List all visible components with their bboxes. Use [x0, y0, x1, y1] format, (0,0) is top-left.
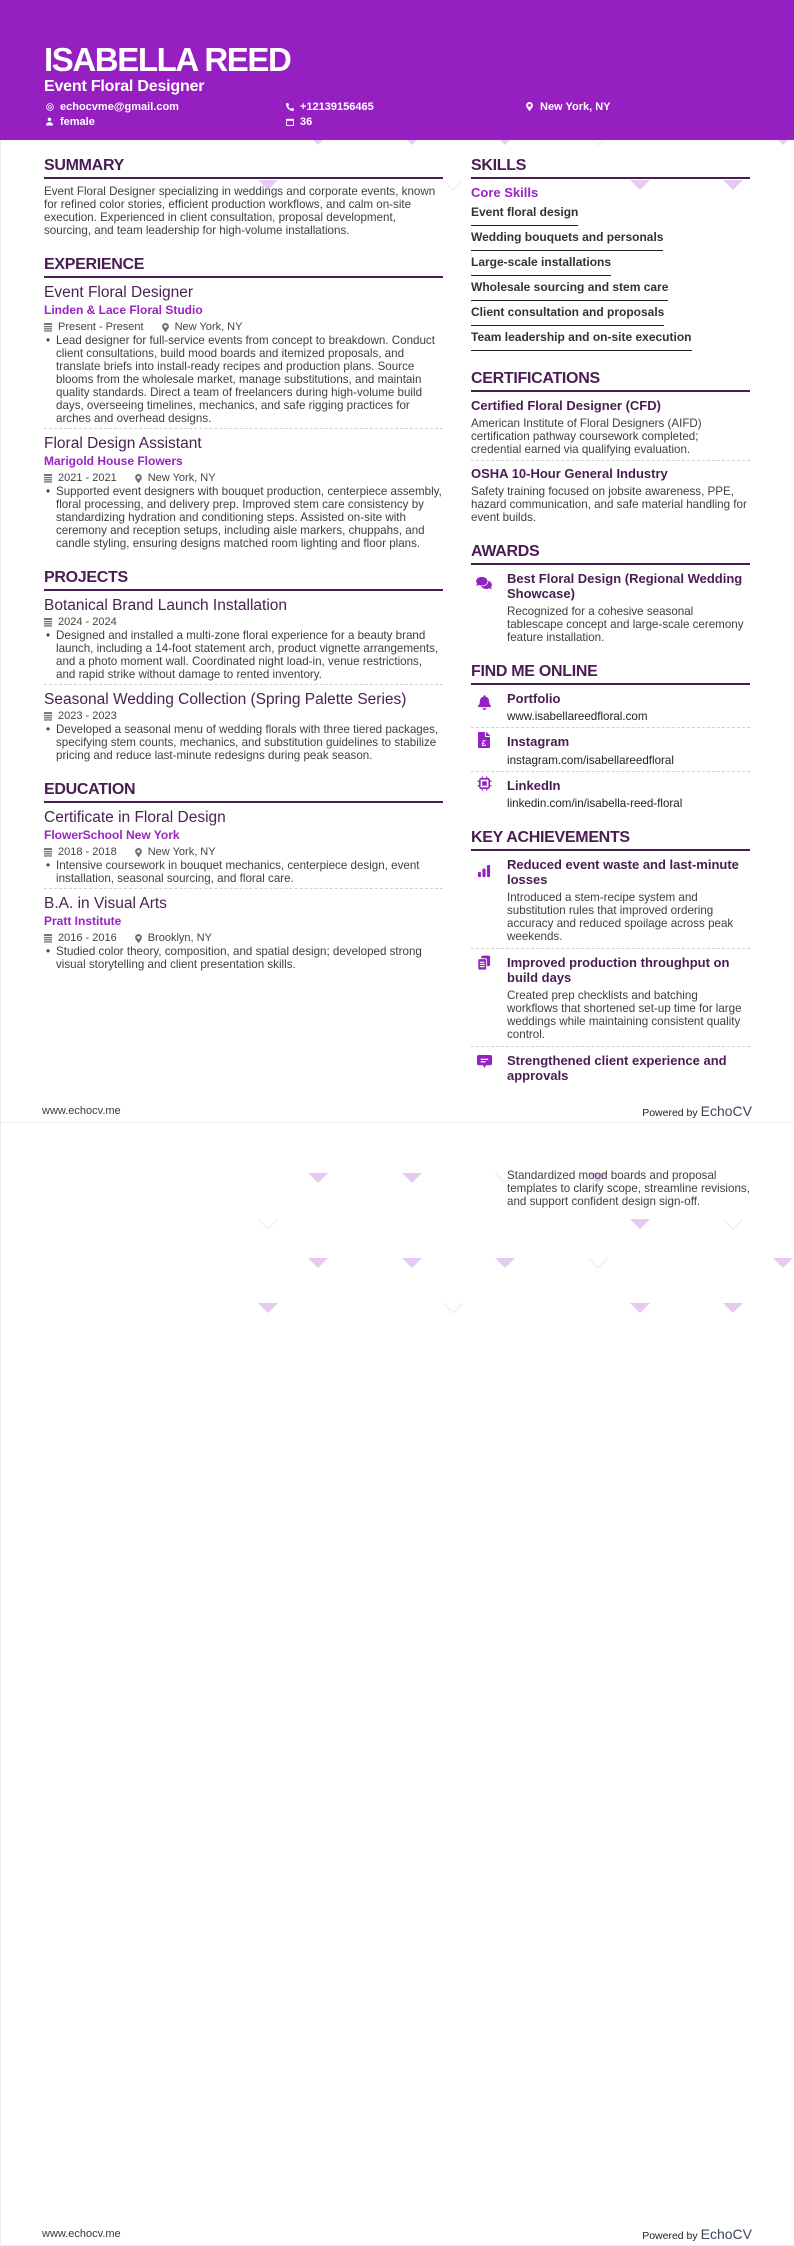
triangle-decoration	[773, 1258, 793, 1268]
location-text: New York, NY	[174, 321, 243, 333]
link-label: Instagram	[507, 734, 570, 749]
find-me-online-section	[471, 662, 750, 811]
contact-email[interactable]	[44, 99, 284, 114]
skill-item: Event floral design	[471, 205, 578, 226]
location-text: New York, NY	[147, 472, 216, 484]
experience-entry	[44, 284, 443, 425]
key-achievements-section	[471, 828, 750, 1083]
skill-item: Wedding bouquets and personals	[471, 230, 663, 251]
skill-item: Wholesale sourcing and stem care	[471, 280, 668, 301]
online-link-portfolio	[471, 691, 750, 724]
achievement-title: Reduced event waste and last-minute losses	[507, 857, 739, 887]
skills-section	[471, 156, 750, 351]
skill-item: Client consultation and proposals	[471, 305, 664, 326]
powered-by	[642, 2226, 752, 2242]
contact-gender	[44, 114, 284, 129]
clipboard-copy-icon	[476, 955, 492, 971]
entry-dates: 2021 - 2021	[58, 472, 117, 484]
project-title: Botanical Brand Launch Installation	[44, 597, 287, 614]
entry-dates: 2024 - 2024	[58, 616, 117, 628]
phone-value[interactable]: +12139156465	[300, 100, 374, 113]
resume-header	[0, 0, 794, 140]
contact-phone[interactable]	[284, 99, 524, 114]
school-name: Pratt Institute	[44, 914, 122, 928]
skills-group-label: Core Skills	[471, 185, 539, 200]
job-title: Event Floral Designer	[44, 284, 194, 301]
project-entry	[44, 597, 443, 681]
entry-location	[162, 320, 243, 334]
certification-entry	[471, 460, 750, 524]
triangle-decoration	[630, 1303, 650, 1313]
entry-dates: 2018 - 2018	[58, 846, 117, 858]
email-icon	[44, 99, 60, 114]
summary-section	[44, 156, 443, 237]
left-column	[44, 156, 443, 971]
experience-section	[44, 255, 443, 550]
brand-name[interactable]: EchoCV	[700, 2226, 752, 2242]
online-link-linkedin	[471, 771, 750, 811]
contact-info	[44, 99, 794, 129]
link-label: Portfolio	[507, 690, 561, 706]
entry-location	[135, 845, 216, 859]
phone-icon	[284, 99, 300, 114]
triangle-decoration	[630, 1219, 650, 1229]
file-invoice-icon	[476, 732, 492, 748]
projects-section	[44, 568, 443, 762]
skills-list	[471, 205, 750, 351]
entry-meta	[44, 471, 443, 485]
bell-icon	[476, 695, 492, 711]
degree-title: B.A. in Visual Arts	[44, 895, 167, 912]
link-label: LinkedIn	[507, 777, 561, 793]
portfolio-link[interactable]: www.isabellareedfloral.com	[507, 710, 648, 723]
entry-dates: 2023 - 2023	[58, 710, 117, 722]
achievement-title: Strengthened client experience and approvals	[507, 1053, 727, 1083]
entry-bullets	[44, 485, 443, 550]
summary-text: Event Floral Designer specializing in weddings and corporate events, known for refined color stories, efficient production workflows, and calm on-site execution. Experienced in client consultation, proposal development, sourcing, and team leadership for high-volume installations.	[44, 185, 436, 237]
certification-title: OSHA 10-Hour General Industry	[471, 465, 668, 481]
section-heading: AWARDS	[471, 542, 750, 565]
online-link-instagram	[471, 727, 750, 767]
entry-dates: Present - Present	[58, 321, 144, 333]
job-title: Floral Design Assistant	[44, 435, 202, 452]
location-pin-icon	[135, 934, 142, 943]
candidate-name: ISABELLA REED	[44, 41, 291, 78]
powered-by-label: Powered by	[642, 1107, 698, 1119]
degree-title: Certificate in Floral Design	[44, 809, 226, 826]
award-description: Recognized for a cohesive seasonal tablescape concept and large-scale ceremony feature installation.	[507, 604, 744, 644]
entry-dates: 2016 - 2016	[58, 932, 117, 944]
triangle-decoration	[308, 1173, 328, 1183]
achievement-description: Created prep checklists and batching workflows that shortened set-up time for large weddings while maintaining consistent quality control.	[507, 989, 742, 1041]
date-icon	[44, 712, 52, 721]
triangle-decoration	[723, 1303, 743, 1313]
page-footer	[42, 1102, 752, 1120]
entry-bullets	[44, 723, 443, 762]
triangle-outline-decoration	[588, 1258, 608, 1268]
entry-meta	[44, 320, 443, 334]
entry-bullets	[44, 334, 443, 425]
project-entry	[44, 684, 443, 762]
achievement-description: Standardized mood boards and proposal templates to clarify scope, streamline revisions, and support confident design sign-off.	[507, 1168, 750, 1208]
entry-bullets	[44, 945, 443, 971]
contact-location	[524, 99, 764, 114]
achievement-entry	[471, 1046, 750, 1083]
triangle-decoration	[495, 1258, 515, 1268]
date-icon	[44, 934, 52, 943]
age-value: 36	[300, 115, 313, 128]
brand-name[interactable]: EchoCV	[700, 1103, 752, 1119]
entry-meta	[44, 615, 443, 629]
powered-by-label: Powered by	[642, 2230, 698, 2242]
resume-page-2	[0, 1123, 794, 2246]
date-icon	[44, 618, 52, 627]
bullet-item: • Supported event designers with bouquet production, centerpiece assembly, floral processing, and delivery prep. Improved stem care consistency by standardizing hydration and conditioning steps. Assisted on-site with ceremony and reception setups, including aisle markers, chuppahs, and candle styling, ensuring designs matched room lighting and floor plans.	[44, 485, 443, 550]
school-name: FlowerSchool New York	[44, 828, 180, 842]
date-icon	[44, 323, 52, 332]
bullet-item: • Designed and installed a multi-zone floral experience for a beauty brand launch, including a 14-foot statement arch, product vignette arrangements, and a photo moment wall. Coordinated night load-in, venue restrictions, and rapid strike without damage to rented inventory.	[44, 629, 443, 681]
triangle-outline-decoration	[258, 1219, 278, 1229]
award-title: Best Floral Design (Regional Wedding Showcase)	[507, 570, 743, 601]
education-entry	[44, 809, 443, 885]
awards-section	[471, 542, 750, 644]
achievement-title: Improved production throughput on build days	[507, 955, 730, 985]
triangle-decoration	[402, 1173, 422, 1183]
certification-title: Certified Floral Designer (CFD)	[471, 397, 661, 413]
footer-site-link[interactable]: www.echocv.me	[42, 1105, 121, 1117]
triangle-outline-decoration	[723, 1219, 743, 1229]
certification-entry	[471, 398, 750, 456]
location-text: New York, NY	[147, 846, 216, 858]
comments-icon	[476, 575, 492, 591]
project-title: Seasonal Wedding Collection (Spring Palette Series)	[44, 691, 407, 708]
email-value[interactable]: echocvme@gmail.com	[60, 100, 179, 113]
location-pin-icon	[135, 474, 142, 483]
microchip-icon	[476, 776, 492, 792]
entry-meta	[44, 709, 443, 723]
triangle-decoration	[308, 1258, 328, 1268]
entry-location	[135, 471, 216, 485]
experience-entry	[44, 428, 443, 550]
candidate-title: Event Floral Designer	[44, 78, 205, 95]
footer-site-link[interactable]: www.echocv.me	[42, 2228, 121, 2240]
certification-description: Safety training focused on jobsite awareness, PPE, hazard communication, and safe material handling for event builds.	[471, 484, 747, 524]
section-heading: PROJECTS	[44, 568, 443, 591]
bullet-item: • Developed a seasonal menu of wedding florals with three tiered packages, specifying stem counts, mechanics, and substitution guidelines to stabilize pricing and reduce last-minute redesigns during peak season.	[44, 723, 443, 762]
calendar-icon	[284, 114, 300, 129]
entry-bullets	[44, 859, 443, 885]
section-heading: FIND ME ONLINE	[471, 662, 750, 685]
entry-meta	[44, 845, 443, 859]
instagram-link[interactable]: instagram.com/isabellareedfloral	[507, 753, 674, 767]
skill-item: Large-scale installations	[471, 255, 611, 276]
section-heading: SKILLS	[471, 156, 750, 179]
achievement-description: Introduced a stem-recipe system and substitution rules that improved ordering accuracy and reduced spoilage across peak weekends.	[507, 891, 734, 943]
linkedin-link[interactable]: linkedin.com/in/isabella-reed-floral	[507, 797, 683, 810]
section-heading: SUMMARY	[44, 156, 443, 179]
location-pin-icon	[135, 848, 142, 857]
bullet-item: • Intensive coursework in bouquet mechanics, centerpiece design, event installation, seasonal sourcing, and floral care.	[44, 859, 443, 885]
bullet-item: • Lead designer for full-service events from concept to breakdown. Conduct client consultations, build mood boards and itemized proposals, and translate briefs into install-ready recipes and production plans. Source blooms from the wholesale market, manage substitutions, and maintain quality standards. Direct a team of freelancers during high-volume build days, overseeing timelines, mechanics, and safe rigging practices for arches and overhead designs.	[44, 334, 443, 425]
achievement-entry	[471, 857, 750, 943]
location-pin-icon	[524, 99, 540, 114]
signal-bars-icon	[476, 863, 492, 879]
certifications-section	[471, 369, 750, 524]
location-value: New York, NY	[540, 100, 611, 113]
company-name: Marigold House Flowers	[44, 454, 183, 468]
svg-text:£: £	[481, 739, 487, 748]
award-entry	[471, 571, 750, 644]
triangle-outline-decoration	[443, 1303, 463, 1313]
entry-location	[135, 931, 212, 945]
section-heading: KEY ACHIEVEMENTS	[471, 828, 750, 851]
triangle-outline-decoration	[443, 180, 463, 190]
date-icon	[44, 848, 52, 857]
achievement-description-continued	[507, 1169, 750, 1208]
section-heading: EDUCATION	[44, 780, 443, 803]
page-footer	[42, 2225, 752, 2243]
triangle-decoration	[402, 1258, 422, 1268]
certification-description: American Institute of Floral Designers (AIFD) certification pathway coursework completed; credential earned via qualifying evaluation.	[471, 416, 702, 456]
company-name: Linden & Lace Floral Studio	[44, 303, 203, 317]
achievement-entry	[471, 948, 750, 1041]
contact-age	[284, 114, 524, 129]
user-icon	[44, 114, 60, 129]
education-entry	[44, 888, 443, 971]
bullet-item: • Studied color theory, composition, and spatial design; developed strong visual storytelling and client presentation skills.	[44, 945, 443, 971]
date-icon	[44, 474, 52, 483]
right-column	[471, 156, 750, 1083]
section-heading: CERTIFICATIONS	[471, 369, 750, 392]
entry-bullets	[44, 629, 443, 681]
message-icon	[476, 1053, 492, 1069]
powered-by	[642, 1103, 752, 1119]
entry-meta	[44, 931, 443, 945]
location-pin-icon	[162, 323, 169, 332]
location-text: Brooklyn, NY	[147, 932, 212, 944]
skill-item: Team leadership and on-site execution	[471, 330, 692, 351]
education-section	[44, 780, 443, 971]
section-heading: EXPERIENCE	[44, 255, 443, 278]
gender-value: female	[60, 115, 95, 128]
triangle-decoration	[258, 1303, 278, 1313]
